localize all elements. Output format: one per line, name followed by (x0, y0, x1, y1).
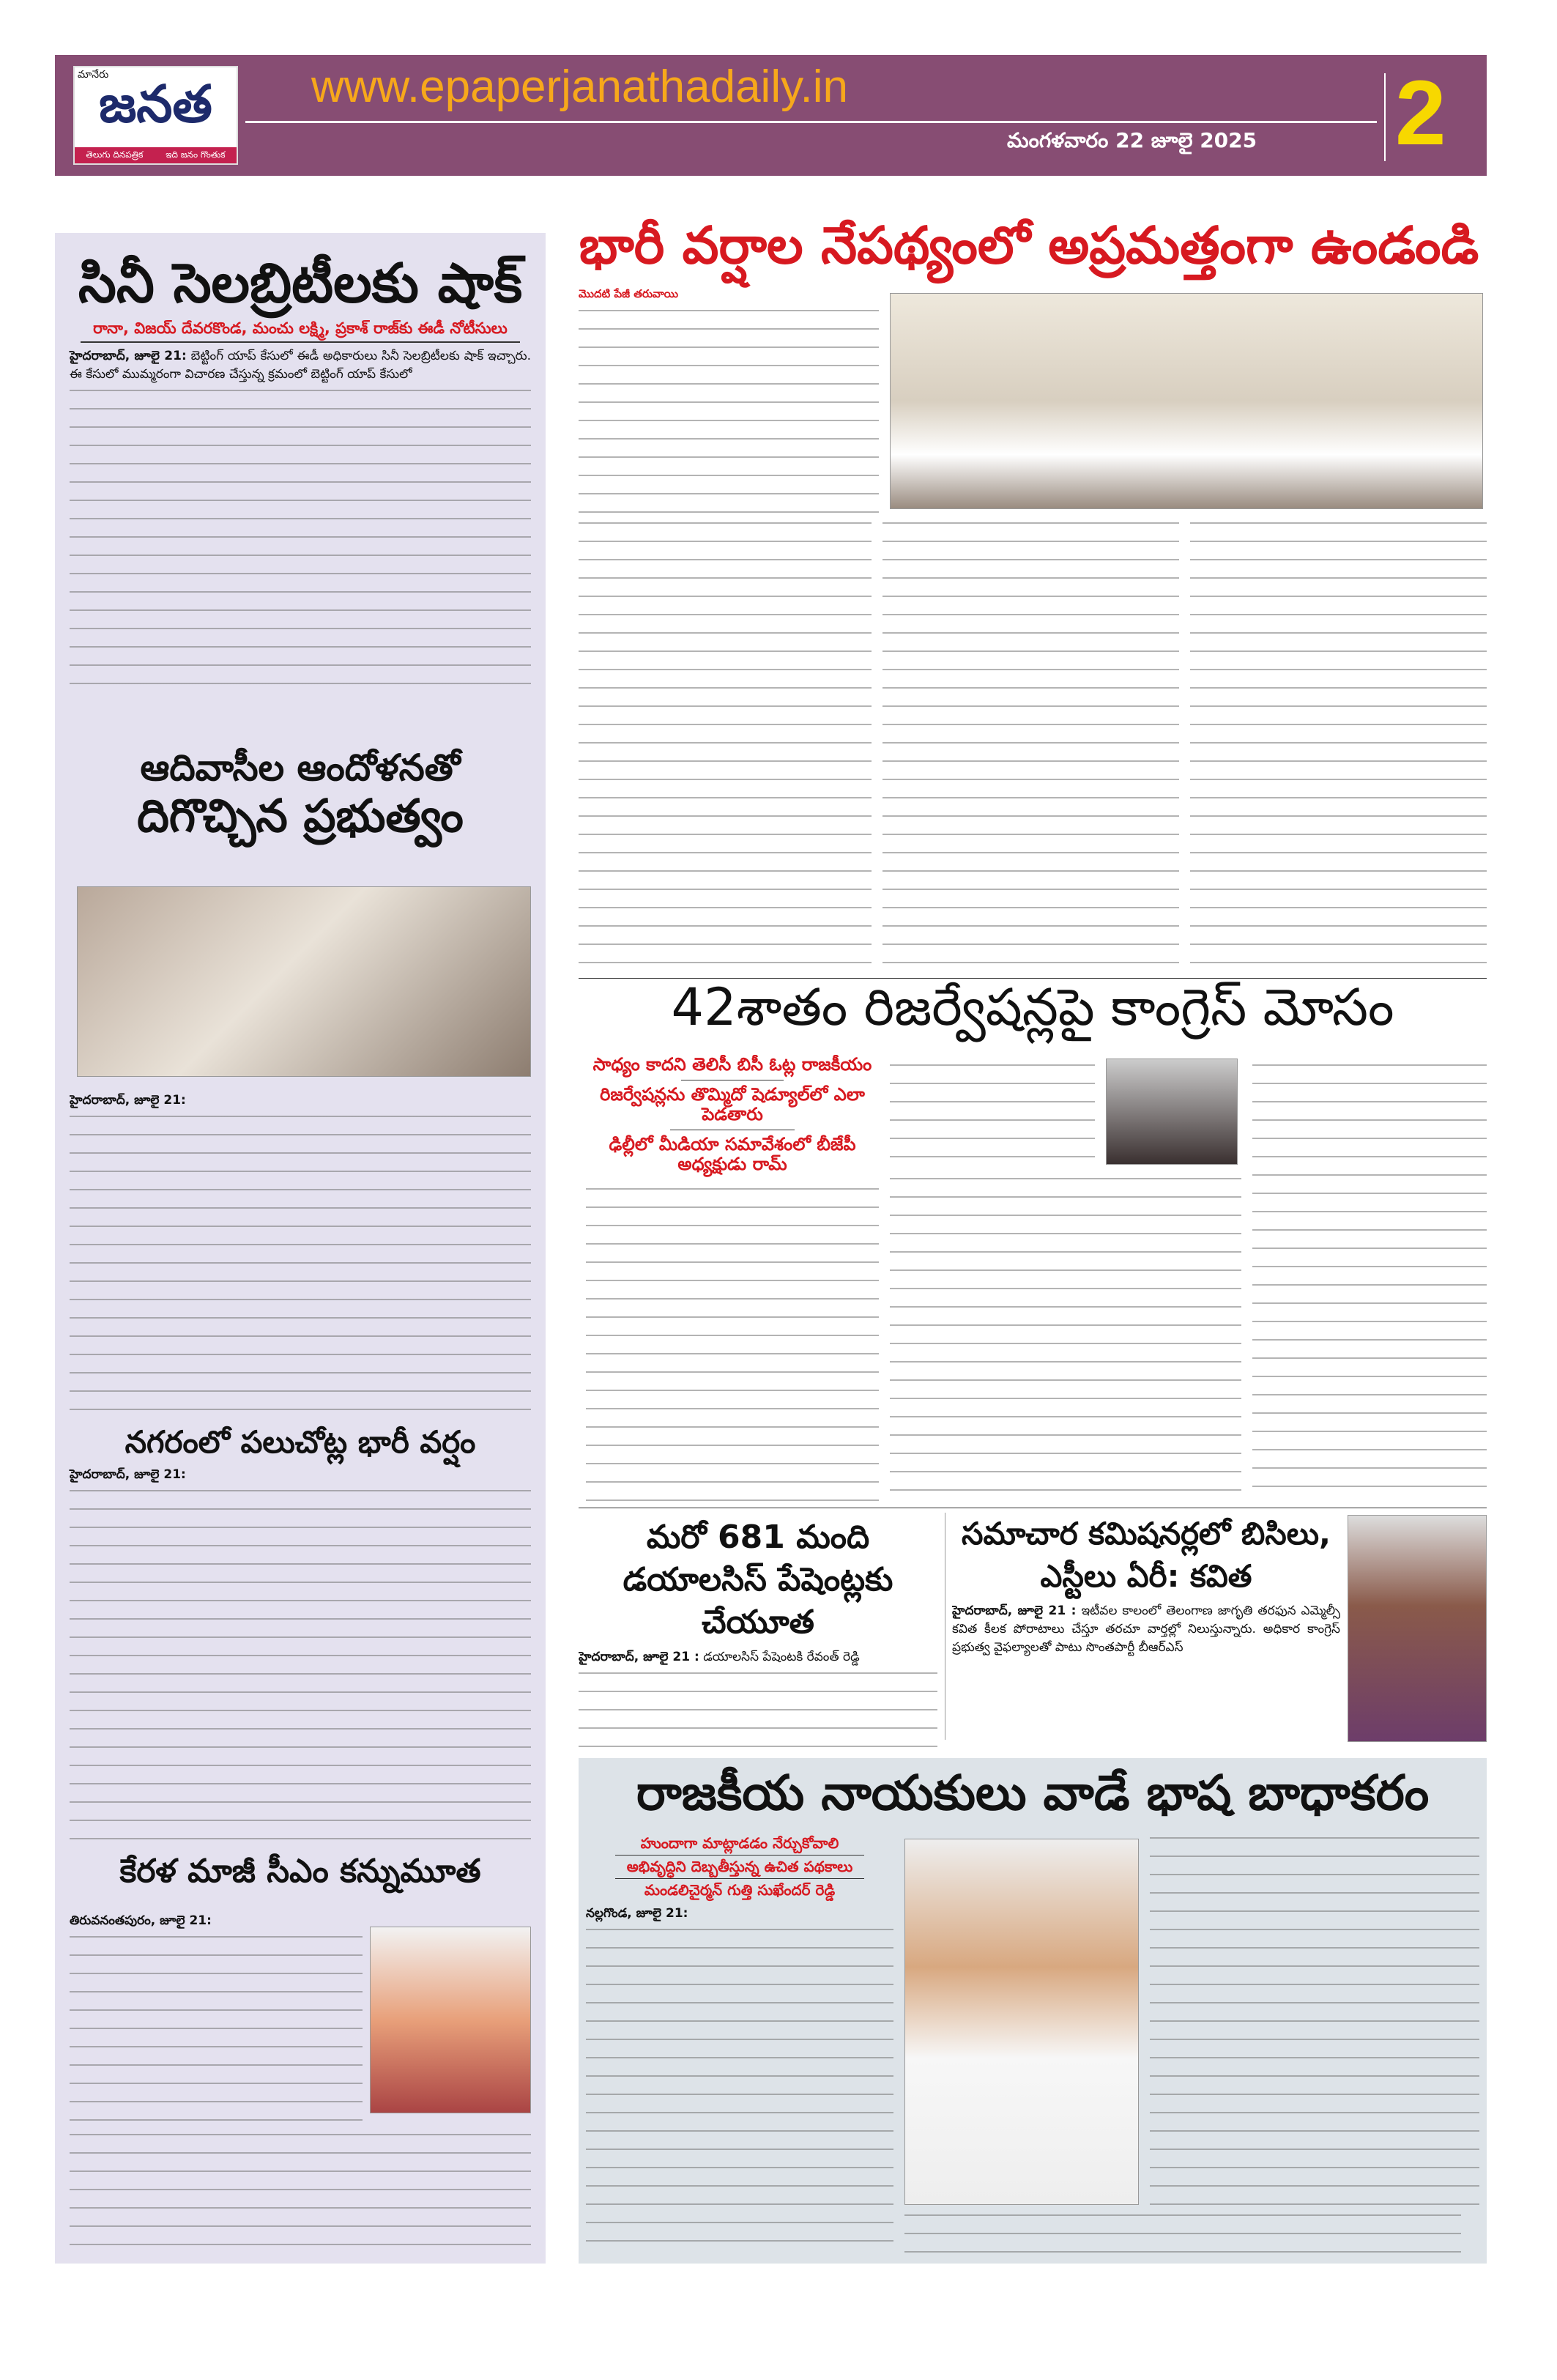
article-lead (579, 1648, 937, 1667)
article-body (904, 2209, 1461, 2256)
subhead: రానా, విజయ్ దేవరకొండ, మంచు లక్ష్మి, ప్రకాశ్ రాజ్‌కు ఈడీ నోటీసులు (93, 319, 508, 338)
story-adivasi-heading (66, 747, 535, 883)
headline: భారీ వర్షాల నేపథ్యంలో అప్రమత్తంగా ఉండండి (579, 215, 1479, 275)
subhead: మండలిచైర్మన్ గుత్తి సుఖేందర్ రెడ్డి (644, 1881, 836, 1899)
kicker: మొదటి పేజీ తరువాయి (579, 287, 679, 300)
headline: ఆదివాసీల ఆందోళనతో (140, 747, 461, 789)
article-body (70, 1930, 363, 2124)
portrait-photo (1106, 1059, 1238, 1165)
portrait-photo (1348, 1515, 1487, 1742)
headline: దిగొచ్చిన ప్రభుత్వం (137, 788, 464, 842)
article-body (1190, 516, 1487, 974)
portrait-photo (904, 1839, 1139, 2205)
article-body (70, 1110, 531, 1414)
headline: సమాచార కమిషనర్లలో బిసిలు, ఎస్టీలు ఏరీ: కవిత (962, 1516, 1331, 1594)
article-body (586, 1182, 879, 1502)
reservation-subheads (586, 1055, 879, 1502)
dateline: హైదరాబాద్, జూలై 21 : (579, 1650, 699, 1664)
article-text: ఇటీవల కాలంలో తెలంగాణ జాగృతి తరఫున ఎమ్మెల్సీ కవిత కీలక పోరాటాలు చేస్తూ తరచూ వార్తల్లో నిలుస్తున్నారు. అధికార కాంగ్రెస్ ప్రభుత్వ వైఫల్యాలతో పాటు సొంతపార్టీ బీఆర్ఎస్ (952, 1604, 1340, 1655)
article-text: డయాలసిస్ పేషెంటకి రేవంత్ రెడ్డి (703, 1650, 860, 1664)
article-body (1252, 1059, 1487, 1502)
article-lead (66, 347, 535, 384)
article-body (890, 1059, 1095, 1168)
story-adivasi-body (70, 1091, 531, 1414)
dateline: హైదరాబాద్, జూలై 21 : (952, 1604, 1077, 1618)
article-body (882, 516, 1179, 974)
headline: మరో 681 మంది డయాలసిస్ పేషెంట్లకు చేయూత (623, 1519, 893, 1641)
article-body (70, 384, 531, 692)
subhead: హుందాగా మాట్లాడడం నేర్చుకోవాలి (640, 1835, 839, 1852)
story-kavitha (952, 1513, 1340, 1751)
masthead (55, 55, 1487, 176)
page-number: 2 (1395, 62, 1446, 164)
article-body (890, 1172, 1241, 1502)
headline: 42శాతం రిజర్వేషన్లపై కాంగ్రెస్ మోసం (671, 977, 1394, 1037)
story-dialysis (579, 1516, 937, 1747)
subhead: సాధ్యం కాదని తెలిసీ బిసీ ఓట్ల రాజకీయం (592, 1055, 872, 1075)
divider (615, 1855, 864, 1856)
logo-tag: ఇది జనం గొంతుక (166, 149, 226, 160)
story-rain (66, 1425, 535, 1846)
logo-tag: తెలుగు దినపత్రిక (86, 149, 144, 160)
dateline: తిరువనంతపురం, జూలై 21: (70, 1913, 212, 1928)
article-body (579, 1667, 937, 1747)
article-body (1150, 1831, 1479, 2205)
dateline: హైదరాబాద్, జూలై 21: (70, 349, 187, 364)
headline: నగరంలో పలుచోట్ల భారీ వర్షం (125, 1425, 476, 1460)
logo-text: జనత (99, 74, 212, 134)
article-body (586, 1923, 893, 2253)
story-kerala-body (70, 1912, 363, 2124)
divider (81, 341, 520, 343)
headline: సినీ సెలబ్రిటీలకు షాక్ (78, 253, 523, 315)
article-body (579, 516, 872, 974)
headline: రాజకీయ నాయకులు వాడే భాష బాధాకరం (636, 1765, 1430, 1821)
article-text: బెట్టింగ్ యాప్ కేసులో ఈడీ అధికారులు సినీ సెలబ్రిటీలకు షాక్ ఇచ్చారు. ఈ కేసులో ముమ్మరంగా విచారణ చేస్తున్న క్రమంలో బెట్టింగ్ యాప్ కేసులో (70, 349, 532, 382)
language-story-column (586, 1835, 893, 2253)
story-celebrities (66, 253, 535, 692)
subhead: ఢిల్లీలో మీడియా సమావేశంలో బీజేపీ అధ్యక్షుడు రామ్ (609, 1133, 856, 1175)
subhead: రిజర్వేషన్లను తొమ్మిదో షెడ్యూల్‌లో ఎలా పెడతారు (600, 1083, 865, 1125)
article-body (579, 304, 879, 513)
article-body (70, 2128, 531, 2245)
portrait-photo (370, 1927, 531, 2113)
issue-date: మంగళవారం 22 జూలై 2025 (1007, 128, 1257, 152)
article-body (70, 1484, 531, 1846)
logo (73, 66, 238, 165)
article-lead (952, 1602, 1340, 1657)
dateline: హైదరాబాద్, జూలై 21: (70, 1093, 186, 1108)
headline: కేరళ మాజీ సీఎం కన్నుమూత (119, 1853, 481, 1890)
news-photo (77, 886, 531, 1077)
meeting-photo (890, 293, 1483, 509)
divider (245, 121, 1377, 123)
divider (615, 1878, 864, 1879)
logo-top: మానేరు (78, 69, 109, 81)
dateline: హైదరాబాద్, జూలై 21: (70, 1467, 186, 1483)
divider (1384, 73, 1386, 161)
subhead: అభివృద్ధిని దెబ్బతీస్తున్న ఉచిత పథకాలు (626, 1858, 853, 1875)
dateline: నల్లగొండ, జూలై 21: (586, 1906, 688, 1921)
site-url[interactable]: www.epaperjanathadaily.in (311, 62, 848, 112)
